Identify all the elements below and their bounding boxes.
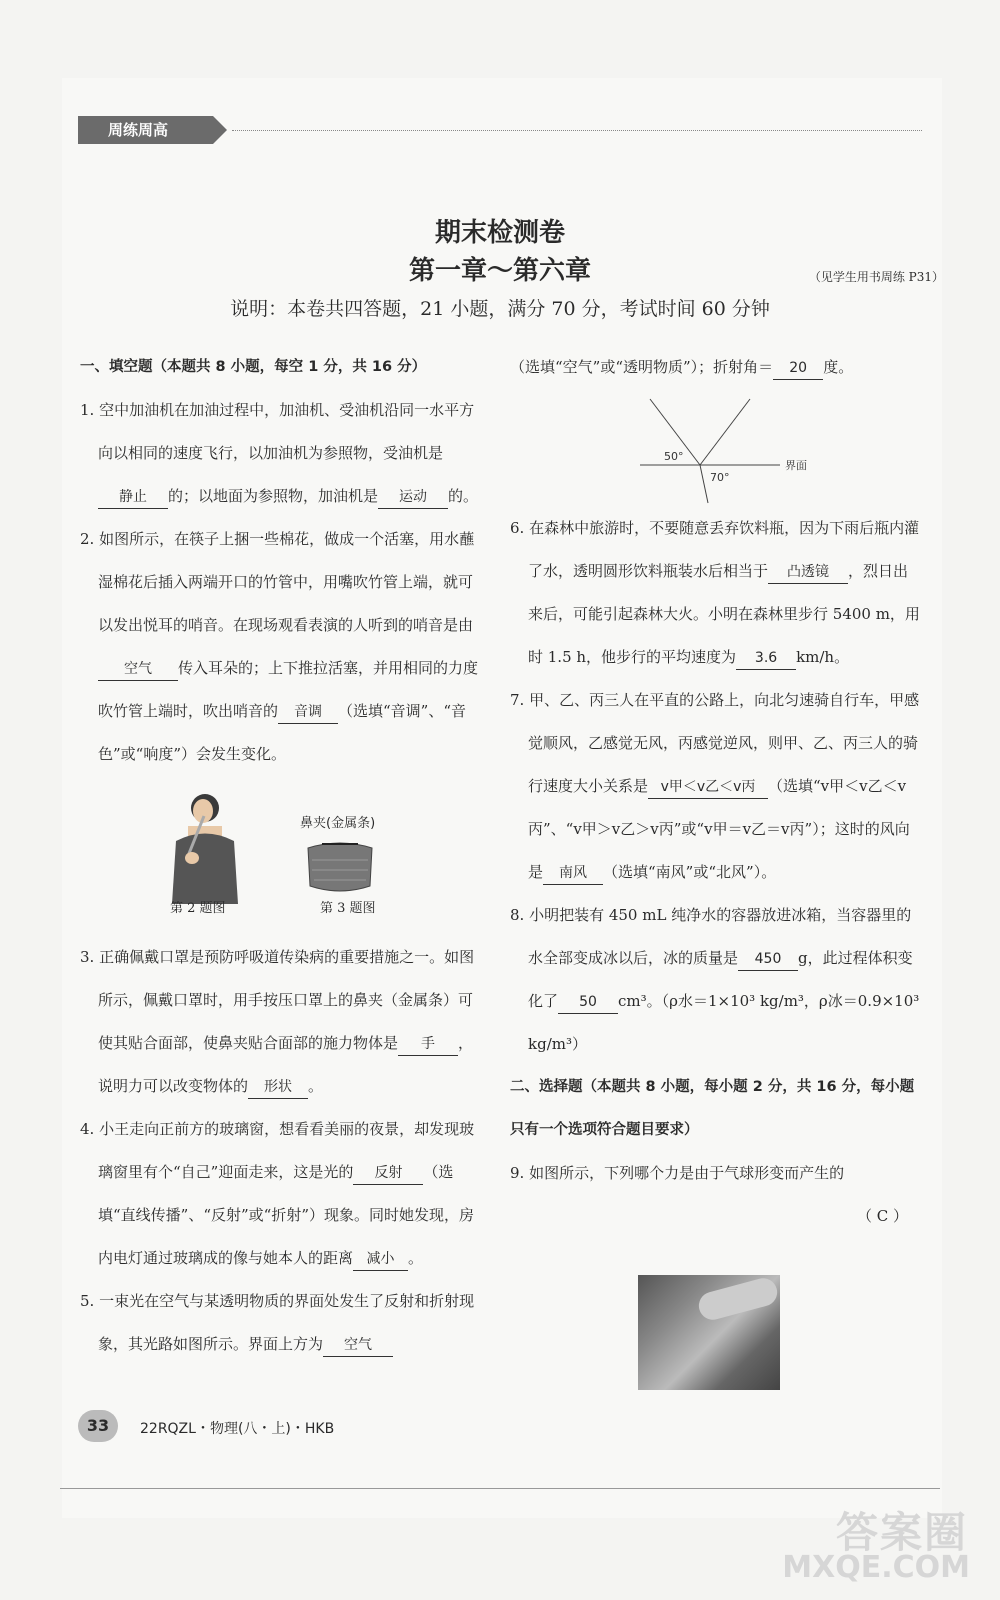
question-8: 8. 小明把装有 450 mL 纯净水的容器放进冰箱，当容器里的水全部变成冰以后，冰的质量是 450 g，此过程体积变化了 50 cm³。（ρ水＝1×10³ kg/m³，ρ冰＝0.9×10³ kg/m³）	[510, 906, 920, 1053]
answer-blank: 450	[738, 948, 798, 971]
answer-blank: 3.6	[736, 647, 796, 670]
answer-blank: 减小	[353, 1248, 408, 1271]
interface-label: 界面	[785, 459, 807, 472]
answer-blank: 运动	[378, 486, 448, 509]
mask-figure	[300, 816, 380, 913]
question-5: 5. 一束光在空气与某透明物质的界面处发生了反射和折射现象，其光路如图所示。界面上方为 空气	[80, 1280, 480, 1366]
watermark-url: MXQE.COM	[782, 1550, 970, 1585]
answer-blank: 音调	[278, 701, 338, 724]
banner-divider	[232, 130, 922, 131]
nose-clip-label: 鼻夹(金属条)	[300, 816, 376, 831]
question-4: 4. 小王走向正前方的玻璃窗，想看看美丽的夜景，却发现玻璃窗里有个“自己”迎面走来，这是光的 反射 （选填“直线传播”、“反射”或“折射”）现象。同时她发现，房内电灯通过玻璃成的像与她本人的距离 减小 。	[80, 1108, 480, 1280]
section-heading-1: 一、填空题（本题共 8 小题，每空 1 分，共 16 分）	[80, 359, 427, 375]
angle-50-label: 50°	[664, 450, 684, 463]
balloon-shape	[696, 1275, 781, 1323]
answer-blank: v甲＜v乙＜v丙	[648, 776, 768, 799]
section-heading-2: 二、选择题（本题共 8 小题，每小题 2 分，共 16 分，每小题只有一个选项符合题目要求）	[510, 1079, 915, 1138]
footer-divider	[60, 1488, 940, 1489]
figures-2-3	[80, 776, 480, 936]
figure-3-caption: 第 3 题图	[320, 901, 376, 916]
question-2: 2. 如图所示，在筷子上捆一些棉花，做成一个活塞，用水蘸湿棉花后插入两端开口的竹管中，用嘴吹竹管上端，就可以发出悦耳的哨音。在现场观看表演的人听到的哨音是由空气 传入耳朵的；上下推拉活塞，并用相同的力度吹竹管上端时，吹出哨音的 音调 （选填“音调”、“音色”或“响度”）会发生变化。	[80, 530, 479, 763]
watermark-logo: 答案圈	[835, 1508, 968, 1557]
balloon-press-photo	[638, 1275, 780, 1390]
footer-code: 22RQZL・物理(八・上)・HKB	[140, 1421, 335, 1437]
answer-blank: 50	[558, 991, 618, 1014]
mask-image	[300, 836, 380, 896]
reference-note: （见学生用书周练 P31）	[808, 270, 944, 284]
section-banner: 周练周高	[78, 116, 213, 144]
question-9-answer: （ C ）	[856, 1207, 908, 1225]
question-9: 9. 如图所示，下列哪个力是由于气球形变而产生的	[510, 1164, 845, 1182]
right-column	[510, 346, 920, 1238]
exam-description: 说明：本卷共四答题，21 小题，满分 70 分，考试时间 60 分钟	[230, 298, 770, 320]
page-subtitle: 第一章～第六章	[408, 256, 591, 286]
answer-blank: 空气	[323, 1334, 393, 1357]
answer-blank: 20	[773, 357, 823, 380]
question-6: 6. 在森林中旅游时，不要随意丢弃饮料瓶，因为下雨后瓶内灌了水，透明圆形饮料瓶装水后相当于 凸透镜 ，烈日出来后，可能引起森林大火。小明在森林里步行 5400 m，用时 1.5 h，他步行的平均速度为 3.6 km/h。	[510, 507, 920, 679]
left-column	[80, 346, 480, 1366]
figure-2-caption: 第 2 题图	[170, 901, 226, 916]
question-5-cont: （选填“空气”或“透明物质”）；折射角＝ 20 度。	[510, 346, 920, 389]
answer-blank: 手	[398, 1033, 458, 1056]
answer-blank: 形状	[248, 1076, 308, 1099]
answer-blank: 反射	[353, 1162, 423, 1185]
answer-blank: 空气	[98, 658, 178, 681]
page-title: 期末检测卷	[434, 218, 565, 248]
angle-70-label: 70°	[710, 471, 730, 484]
answer-blank: 静止	[98, 486, 168, 509]
question-3: 3. 正确佩戴口罩是预防呼吸道传染病的重要措施之一。如图所示，佩戴口罩时，用手按压口罩上的鼻夹（金属条）可使其贴合面部，使鼻夹贴合面部的施力物体是 手 ，说明力可以改变物体的 形状 。	[80, 936, 480, 1108]
person-blowing-pipe-image	[158, 786, 253, 906]
question-1: 1. 空中加油机在加油过程中，加油机、受油机沿同一水平方向以相同的速度飞行，以加油机为参照物，受油机是静止 的；以地面为参照物，加油机是 运动 的。	[80, 389, 480, 518]
answer-blank: 南风	[543, 862, 603, 885]
page-number: 33	[78, 1410, 118, 1442]
light-path-diagram	[630, 397, 830, 507]
answer-blank: 凸透镜	[768, 561, 848, 584]
question-7: 7. 甲、乙、丙三人在平直的公路上，向北匀速骑自行车，甲感觉顺风，乙感觉无风，丙感觉逆风，则甲、乙、丙三人的骑行速度大小关系是 v甲＜v乙＜v丙 （选填“v甲＜v乙＜v丙”、“v甲＞v乙＞v丙”或“v甲＝v乙＝v丙”）；这时的风向是 南风 （选填“南风”或“北风”）。	[510, 679, 920, 894]
